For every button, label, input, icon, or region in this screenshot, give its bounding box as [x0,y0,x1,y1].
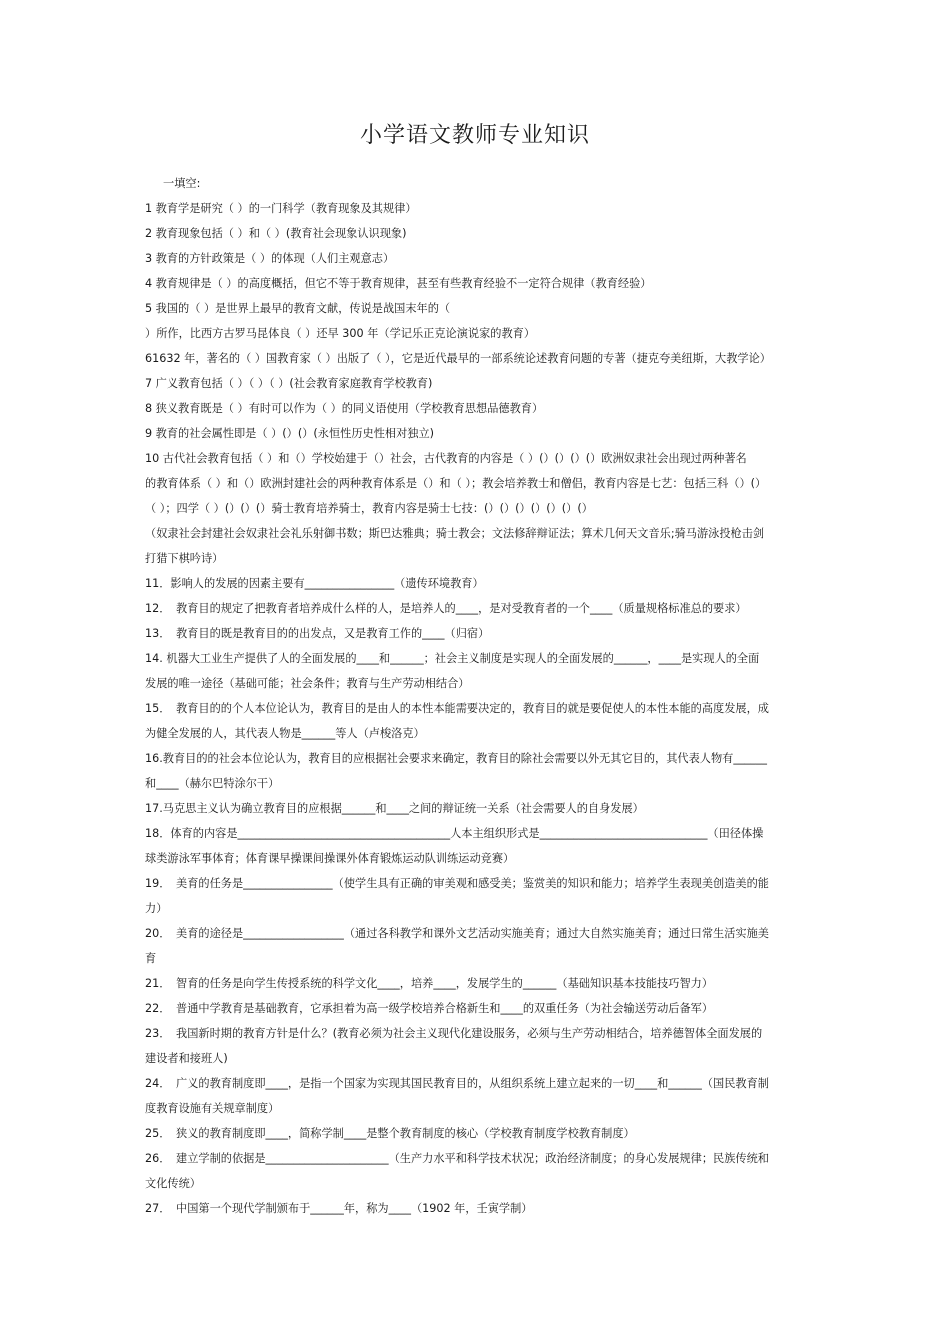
text-line: 21． 智育的任务是向学生传授系统的科学文化____，培养____，发展学生的______（基础知识基本技能技巧智力） [145,977,714,990]
text-line: 26． 建立学制的依据是______________________（生产力水平和科学技术状况；政治经济制度；的身心发展规律；民族传统和 [145,1152,769,1165]
text-line: 球类游泳军事体育；体育课早操课间操课外体育锻炼运动队训练运动竞赛） [145,852,515,865]
text-line: 11．影响人的发展的因素主要有________________（遗传环境教育） [145,577,484,590]
text-line: 和____（赫尔巴特涂尔干） [145,777,280,790]
text-line: 力） [145,902,168,915]
text-line: 8 狭义教育既是（ ）有时可以作为（ ）的同义语使用（学校教育思想品德教育） [145,402,544,415]
text-line: 22． 普通中学教育是基础教育，它承担着为高一级学校培养合格新生和____的双重任务（为社会输送劳动后备军） [145,1002,714,1015]
text-line: 文化传统） [145,1177,201,1190]
text-line: 打猎下棋吟诗） [145,552,224,565]
text-line: ）所作，比西方古罗马昆体良（ ）还早 300 年（学记乐正克论演说家的教育） [145,327,536,340]
text-line: 25． 狭义的教育制度即____，简称学制____是整个教育制度的核心（学校教育制度学校教育制度） [145,1127,635,1140]
text-line: 14. 机器大工业生产提供了人的全面发展的____和______；社会主义制度是实现人的全面发展的______，____是实现人的全面 [145,652,760,665]
section-heading: 一填空: [163,177,201,190]
text-line: 12． 教育目的规定了把教育者培养成什么样的人，是培养人的____，是对受教育者的一个____（质量规格标准总的要求） [145,602,747,615]
text-line: （ ）；四学（ ）(）(）(）骑士教育培养骑士，教育内容是骑士七技：(）(）(）(）(）(）(） [145,502,593,515]
text-line: 2 教育现象包括（ ）和（ ）(教育社会现象认识现象) [145,227,407,240]
text-line: 3 教育的方针政策是（ ）的体现（人们主观意志） [145,252,395,265]
document-title: 小学语文教师专业知识 [359,123,590,148]
text-line: 建设者和接班人) [145,1052,228,1065]
text-lines [145,196,810,1221]
text-line: 61632 年，著名的（ ）国教育家（ ）出版了（ ），它是近代最早的一部系统论述教育问题的专著（捷克夸美纽斯，大教学论） [145,352,771,365]
text-line: 17.马克思主义认为确立教育目的应根据______和____之间的辩证统一关系（社会需要人的自身发展） [145,802,644,815]
text-line: 20． 美育的途径是__________________（通过各科教学和课外文艺活动实施美育；通过大自然实施美育；通过曰常生活实施美 [145,927,769,940]
text-line: （奴隶社会封建社会奴隶社会礼乐射御书数；斯巴达雅典；骑士教会；文法修辞辩证法；算术几何天文音乐;骑马游泳投枪击剑 [145,527,765,540]
text-line: 16.教育目的的社会本位论认为，教育目的应根据社会要求来确定，教育目的除社会需要以外无其它目的，其代表人物有______ [145,752,767,765]
text-line: 育 [145,952,157,965]
text-line: 为健全发展的人，其代表人物是______等人（卢梭洛克） [145,727,425,740]
text-line: 15． 教育目的的个人本位论认为，教育目的是由人的本性本能需要决定的，教育目的就是要促使人的本性本能的高度发展，成 [145,702,769,715]
text-line: 23． 我国新时期的教育方针是什么？(教育必须为社会主义现代化建设服务，必须与生产劳动相结合，培养德智体全面发展的 [145,1027,763,1040]
text-line: 13． 教育目的既是教育目的的出发点，又是教育工作的____（归宿） [145,627,490,640]
text-line: 18．体育的内容是______________________________________人本主组织形式是______________________________（田径体操 [145,827,764,840]
text-line: 10 古代社会教育包括（ ）和（）学校始建于（）社会，古代教育的内容是（ ）(）(）(）(）欧洲奴隶社会出现过两种著名 [145,452,747,465]
text-line: 的教育体系（ ）和（）欧洲封建社会的两种教育体系是（）和（ ）；教会培养教士和僧侣，教育内容是七艺：包括三科（）(） [145,477,767,490]
text-line: 5 我国的（ ）是世界上最早的教育文献，传说是战国末年的（ [145,302,451,315]
text-line: 7 广义教育包括（ ）（ ）（ ）(社会教育家庭教育学校教育) [145,377,433,390]
document-body [145,171,810,1221]
text-line: 发展的唯一途径（基础可能；社会条件；教育与生产劳动相结合） [145,677,470,690]
text-line: 9 教育的社会属性即是（ ）(）(）(永恒性历史性相对独立) [145,427,435,440]
text-line: 4 教育规律是（ ）的高度概括，但它不等于教育规律，甚至有些教育经验不一定符合规律（教育经验） [145,277,652,290]
text-line: 度教育设施有关规章制度） [145,1102,280,1115]
text-line: 1 教育学是研究（ ）的一门科学（教育现象及其规律） [145,202,417,215]
text-line: 24． 广义的教育制度即____，是指一个国家为实现其国民教育目的，从组织系统上建立起来的一切____和______（国民教育制 [145,1077,769,1090]
text-line: 19． 美育的任务是________________（使学生具有正确的审美观和感受美；鉴赏美的知识和能力；培养学生表现美创造美的能 [145,877,769,890]
text-line: 27． 中国第一个现代学制颁布于______年，称为____（1902 年，壬寅学制） [145,1202,533,1215]
